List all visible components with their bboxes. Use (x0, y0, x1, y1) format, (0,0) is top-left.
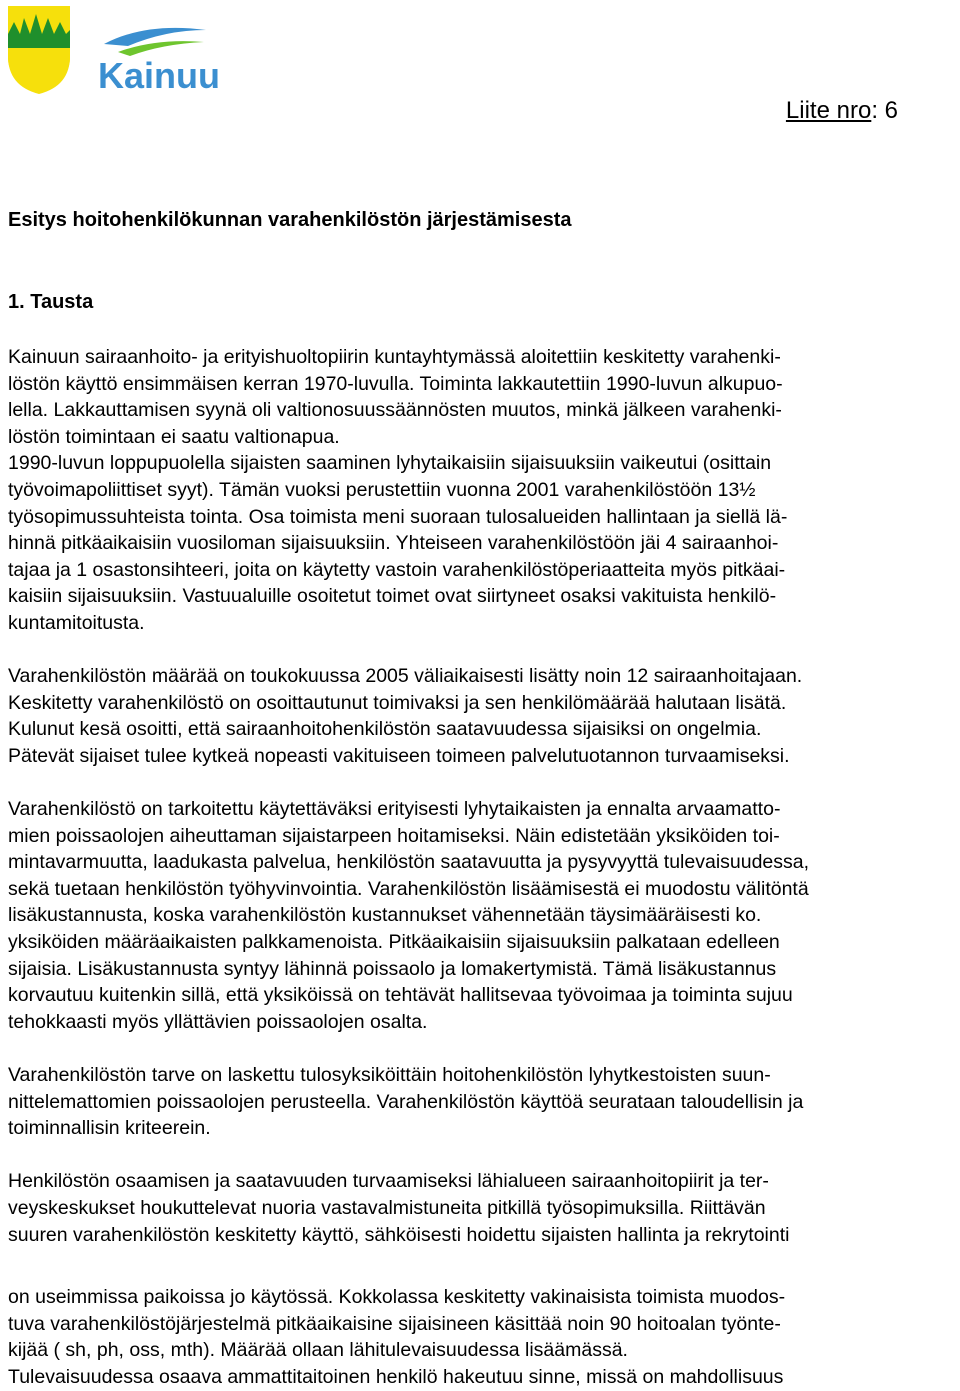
text-line: Keskitetty varahenkilöstö on osoittautunut toimivaksi ja sen henkilömäärää halutaan lisätä. (8, 691, 787, 714)
text-line: toiminnallisin kriteerein. (8, 1117, 211, 1140)
attachment-number (786, 97, 898, 125)
text-line: tuva varahenkilöstöjärjestelmä pitkäaikaisine sijaisineen käsittää noin 90 hoitoalan työnte- (8, 1312, 781, 1335)
paragraph-need-calculation (8, 1062, 956, 1142)
text-line: työvoimapoliittiset syyt). Tämän vuoksi perustettiin vuonna 2001 varahenkilöstöön 13½ (8, 478, 756, 501)
paragraph-kokkola (8, 1284, 956, 1390)
document-body (8, 344, 956, 1391)
text-line: Varahenkilöstön määrää on toukokuussa 2005 väliaikaisesti lisätty noin 12 sairaanhoitajaan. (8, 665, 803, 688)
text-line: sijaisia. Lisäkustannusta syntyy lähinnä poissaolo ja lomakertymistä. Tämä lisäkustannus (8, 957, 777, 980)
text-line: Varahenkilöstön tarve on laskettu tulosyksiköittäin hoitohenkilöstön lyhytkestoisten suun- (8, 1064, 771, 1087)
text-line: lisäkustannusta, koska varahenkilöstön kustannukset vähennetään täysimääräisesti ko. (8, 904, 762, 927)
logo-wave-mark (104, 28, 206, 56)
text-line: veyskeskukset houkuttelevat nuoria vastavalmistuneita pitkillä työsopimuksilla. Riittävän (8, 1197, 766, 1219)
paragraph-background (8, 344, 956, 637)
text-line: Tulevaisuudessa osaava ammattitaitoinen henkilö hakeutuu sinne, missä on mahdollisuus (8, 1365, 784, 1388)
text-line: suuren varahenkilöstön keskitetty käyttö, sähköisesti hoidettu sijaisten hallinta ja rekrytointi (8, 1223, 790, 1246)
text-line: Varahenkilöstö on tarkoitettu käytettäväksi erityisesti lyhytaikaisten ja ennalta arvaamatto- (8, 798, 781, 821)
text-line: tehokkaasti myös yllättävien poissaolojen osalta. (8, 1010, 428, 1033)
text-line: lella. Lakkauttamisen syynä oli valtionosuussäännösten muutos, minkä jälkeen varahenki- (8, 399, 782, 422)
attachment-label: Liite nro (785, 97, 872, 124)
text-line: kaisiin sijaisuuksiin. Vastuualuille osoitetut toimet ovat siirtyneet osaksi vakituista henkilö- (8, 585, 777, 608)
text-line: sekä tuetaan henkilöstön työhyvinvointia. Varahenkilöstön lisäämisestä ei muodostu välitöntä (8, 877, 809, 900)
text-line: on useimmissa paikoissa jo käytössä. Kokkolassa keskitetty vakinaisista toimista muodos- (8, 1286, 786, 1309)
text-line: Kulunut kesä osoitti, että sairaanhoitohenkilöstön saatavuudessa sijaisiksi on ongelmia. (8, 718, 762, 741)
paragraph-purpose (8, 796, 956, 1035)
text-line: kijää ( sh, ph, oss, mth). Määrää ollaan lähitulevaisuudessa lisäämässä. (8, 1339, 628, 1362)
text-line: nittelemattomien poissaolojen perusteella. Varahenkilöstön käyttöä seurataan taloudellisin ja (8, 1090, 804, 1113)
text-line: kuntamitoitusta. (8, 611, 145, 634)
text-line: Pätevät sijaiset tulee kytkeä nopeasti vakituiseen toimeen palvelutuotannon turvaamiseksi. (8, 744, 790, 767)
coat-of-arms-shield (8, 6, 70, 94)
text-line: löstön toimintaan ei saatu valtionapua. (8, 425, 340, 448)
document-title: Esitys hoitohenkilökunnan varahenkilöstön järjestämisesta (8, 209, 572, 231)
text-line: mintavarmuutta, laadukasta palvelua, henkilöstön saatavuutta ja pysyvyyttä tulevaisuudessa, (8, 851, 810, 874)
paragraph-staff-increase (8, 663, 956, 769)
text-line: löstön käyttö ensimmäisen kerran 1970-luvulla. Toiminta lakkautettiin 1990-luvun alkupuo- (8, 372, 783, 395)
paragraph-competence (8, 1168, 956, 1248)
text-line: Henkilöstön osaamisen ja saatavuuden turvaamiseksi lähialueen sairaanhoitopiirit ja ter- (8, 1170, 769, 1193)
text-line: korvautuu kuitenkin sillä, että yksiköissä on tehtävät hallitsevaa työvoimaa ja toiminta sujuu (8, 984, 793, 1007)
text-line: hinnä pitkäaikaisiin vuosiloman sijaisuuksiin. Yhteiseen varahenkilöstöön jäi 4 sairaanhoi- (8, 532, 779, 555)
text-line: työsopimussuhteista tointa. Osa toimista meni suoraan tulosalueiden hallintaan ja siellä lä- (8, 505, 788, 528)
kainuu-logo (6, 4, 266, 96)
text-line: yksiköiden määräaikaisten palkkamenoista. Pitkäaikaisiin sijaisuuksiin palkataan edelleen (8, 931, 780, 954)
text-line: tajaa ja 1 osastonsihteeri, joita on käytetty vastoin varahenkilöstöperiaatteita myös pitkäai- (8, 558, 786, 581)
logo-wordmark: Kainuu (98, 55, 220, 96)
text-line: Kainuun sairaanhoito- ja erityishuoltopiirin kuntayhtymässä aloitettiin keskitetty varahenki- (8, 346, 781, 368)
text-line: mien poissaolojen aiheuttaman sijaistarpeen hoitamiseksi. Näin edistetään yksiköiden toi- (8, 824, 780, 847)
text-line: 1990-luvun loppupuolella sijaisten saaminen lyhytaikaisiin sijaisuuksiin vaikeutui (osittain (8, 452, 772, 475)
section-heading: 1. Tausta (8, 291, 94, 313)
attachment-value: : 6 (871, 97, 898, 124)
